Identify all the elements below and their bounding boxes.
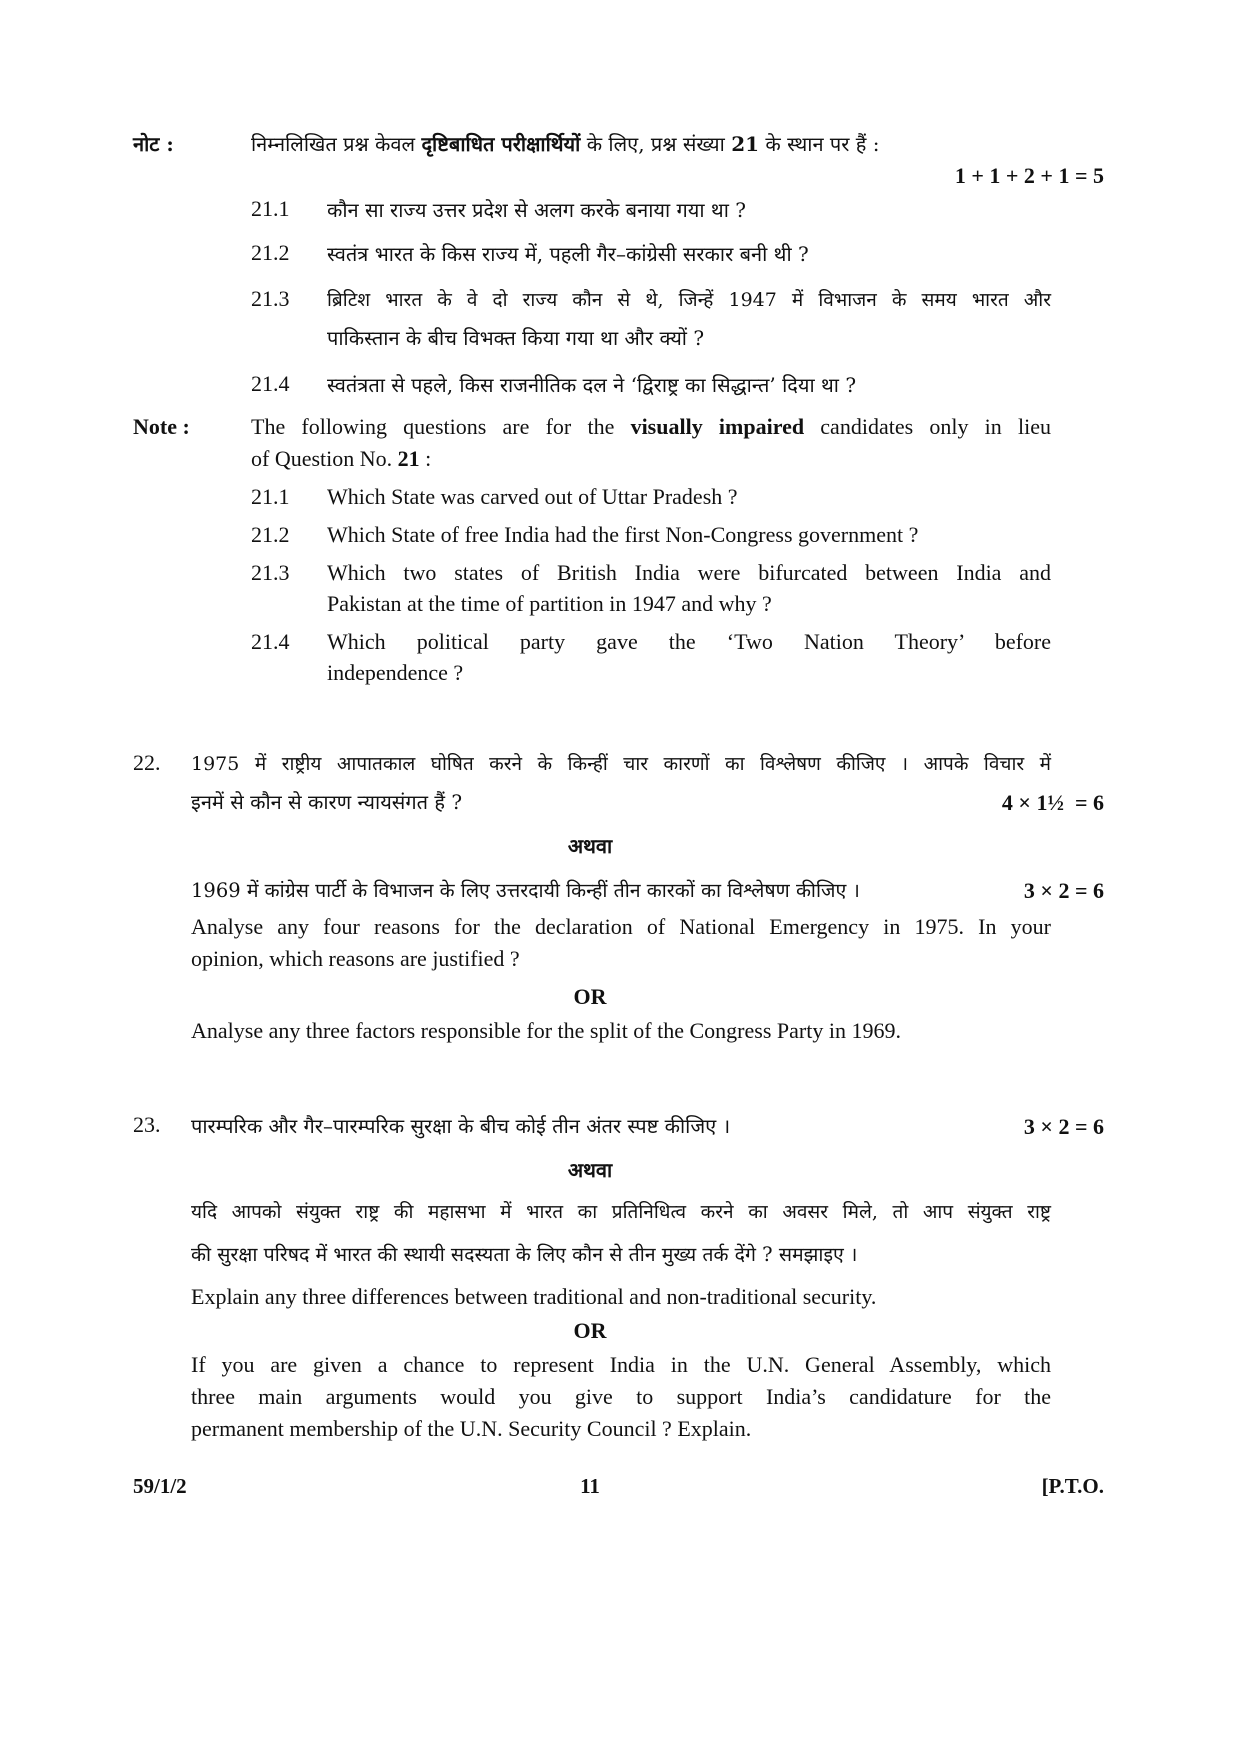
english-item-text: Which State of free India had the first Non-Congress government ? xyxy=(327,522,919,547)
hindi-note-text xyxy=(251,130,880,157)
english-item-text: independence ? xyxy=(327,660,464,685)
english-note-line2-bold: 21 xyxy=(397,446,420,471)
q22-or-english: OR xyxy=(573,984,607,1009)
english-item-num: 21.4 xyxy=(251,629,290,654)
q22-english-line1: Analyse any four reasons for the declaration of National Emergency in 1975. In your xyxy=(191,914,1051,939)
english-note-line1-bold: visually impaired xyxy=(630,414,805,439)
hindi-note-text-bold: दृष्टिबाधित परीक्षार्थियों xyxy=(421,132,581,156)
footer-paper-code: 59/1/2 xyxy=(133,1474,187,1498)
hindi-note-text-before: निम्नलिखित प्रश्न केवल xyxy=(251,132,416,156)
hindi-item-text: स्वतंत्रता से पहले, किस राजनीतिक दल ने ‘द्विराष्ट्र का सिद्धान्त’ दिया था ? xyxy=(327,373,857,397)
english-note-line2-before: of Question No. xyxy=(251,446,393,471)
english-note-line2-after: : xyxy=(425,446,432,471)
q23-alt-english-line2: three main arguments would you give to support India’s candidature for the xyxy=(191,1384,1051,1409)
hindi-item-text: स्वतंत्र भारत के किस राज्य में, पहली गैर–कांग्रेसी सरकार बनी थी ? xyxy=(327,242,809,266)
english-item-num: 21.3 xyxy=(251,560,290,585)
q23-english: Explain any three differences between traditional and non-traditional security. xyxy=(191,1284,877,1309)
q23-alt-hindi-line2: की सुरक्षा परिषद में भारत की स्थायी सदस्यता के लिए कौन से तीन मुख्य तर्क देंगे ? समझाइए । xyxy=(191,1243,858,1266)
hindi-note-label: नोट : xyxy=(133,132,174,156)
hindi-note-qnum: 21 xyxy=(731,132,760,156)
english-item-text: Which two states of British India were bifurcated between India and xyxy=(327,560,1051,585)
q23-or-english: OR xyxy=(573,1318,607,1343)
q23-alt-english-line1: If you are given a chance to represent India in the U.N. General Assembly, which xyxy=(191,1352,1051,1377)
hindi-note-marks: 1 + 1 + 2 + 1 = 5 xyxy=(954,163,1104,188)
footer-pto: [P.T.O. xyxy=(1041,1474,1104,1498)
footer-page-number: 11 xyxy=(580,1474,600,1498)
english-item-text: Which political party gave the ‘Two Nation Theory’ before xyxy=(327,629,1051,654)
hindi-item-text: पाकिस्तान के बीच विभक्त किया गया था और क्यों ? xyxy=(327,326,705,350)
q23-hindi: पारम्परिक और गैर–पारम्परिक सुरक्षा के बीच कोई तीन अंतर स्पष्ट कीजिए । xyxy=(191,1114,731,1138)
q22-hindi-line2: इनमें से कौन से कारण न्यायसंगत हैं ? xyxy=(191,790,463,814)
english-note-line1-after: candidates only in lieu xyxy=(820,414,1052,439)
english-item-num: 21.2 xyxy=(251,522,290,547)
english-note-line2 xyxy=(251,446,431,472)
hindi-item-text: ब्रिटिश भारत के वे दो राज्य कौन से थे, जिन्हें 1947 में विभाजन के समय भारत और xyxy=(327,289,1051,311)
english-item-text: Which State was carved out of Uttar Pradesh ? xyxy=(327,484,738,509)
q22-marks: 4 × 1½ = 6 xyxy=(1001,790,1104,815)
english-item-num: 21.1 xyxy=(251,484,290,509)
q23-marks: 3 × 2 = 6 xyxy=(1023,1114,1104,1139)
q23-alt-english-line3: permanent membership of the U.N. Security Council ? Explain. xyxy=(191,1416,752,1441)
q22-alt-english: Analyse any three factors responsible for the split of the Congress Party in 1969. xyxy=(191,1018,901,1043)
hindi-item-num: 21.4 xyxy=(251,371,290,396)
hindi-item-num: 21.3 xyxy=(251,286,290,311)
q23-number: 23. xyxy=(133,1112,161,1137)
q22-or-hindi: अथवा xyxy=(567,834,613,858)
english-item-text: Pakistan at the time of partition in 1947 and why ? xyxy=(327,591,772,616)
q22-alt-hindi: 1969 में कांग्रेस पार्टी के विभाजन के लिए उत्तरदायी किन्हीं तीन कारकों का विश्लेषण कीजिए । xyxy=(191,879,860,902)
q22-hindi-line1: 1975 में राष्ट्रीय आपातकाल घोषित करने के किन्हीं चार कारणों का विश्लेषण कीजिए । आपके विचार में xyxy=(191,753,1051,775)
hindi-item-num: 21.2 xyxy=(251,240,290,265)
q22-alt-marks: 3 × 2 = 6 xyxy=(1023,878,1104,903)
q22-english-line2: opinion, which reasons are justified ? xyxy=(191,946,520,971)
hindi-item-num: 21.1 xyxy=(251,196,290,221)
english-note-label: Note : xyxy=(133,414,190,439)
english-note-line1 xyxy=(251,414,1051,440)
hindi-note-text-middle: के लिए, प्रश्न संख्या xyxy=(586,132,725,156)
q23-alt-hindi-line1: यदि आपको संयुक्त राष्ट्र की महासभा में भारत का प्रतिनिधित्व करने का अवसर मिले, तो आप संयुक्त राष्ट्र xyxy=(191,1201,1051,1223)
hindi-item-text: कौन सा राज्य उत्तर प्रदेश से अलग करके बनाया गया था ? xyxy=(327,198,746,222)
english-note-line1-before: The following questions are for the xyxy=(251,414,615,439)
q22-number: 22. xyxy=(133,750,161,775)
q23-or-hindi: अथवा xyxy=(567,1158,613,1182)
hindi-note-text-after: के स्थान पर हैं : xyxy=(765,132,880,156)
